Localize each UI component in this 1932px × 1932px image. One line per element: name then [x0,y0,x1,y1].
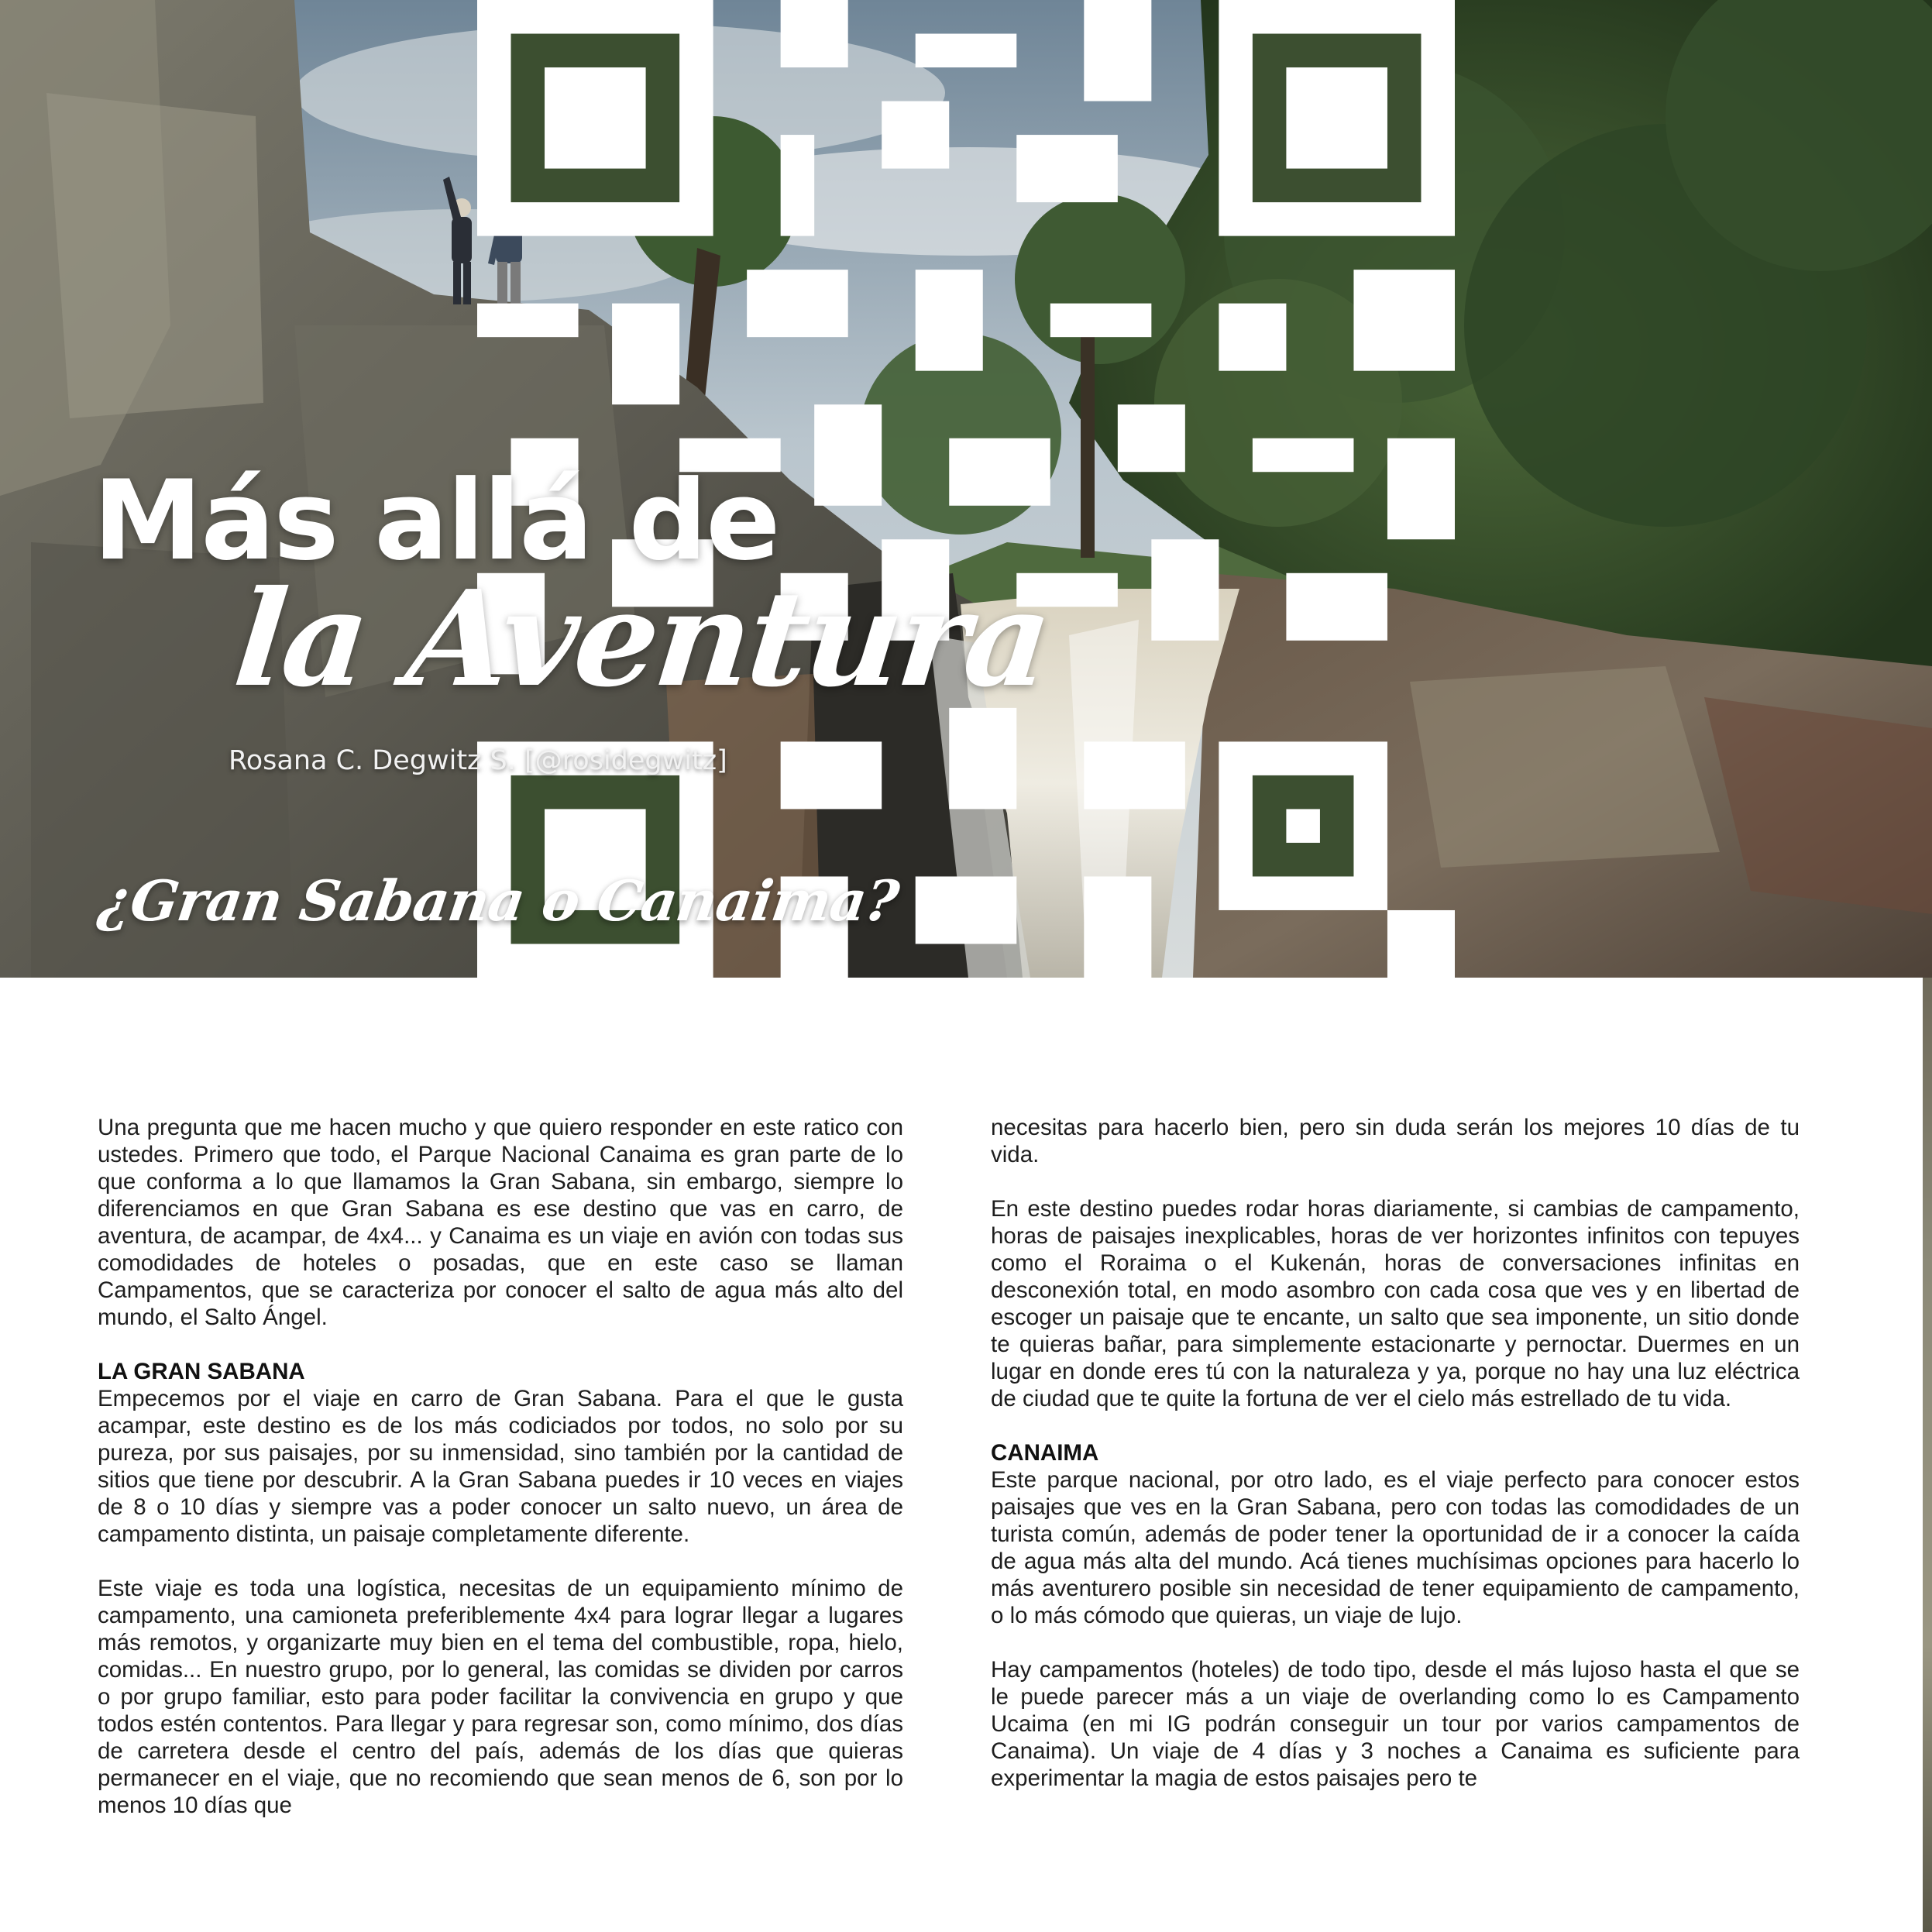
paragraph-gran-sabana-2: Este viaje es toda una logística, necesitas de un equipamiento mínimo de campamento, una camioneta preferiblemente 4x4 para lograr llegar a lugares más remotos, y organizarte muy bien en el tema del combustible, ropa, hielo, comidas... En nuestro grupo, por lo general, las comidas se dividen por carros o por grupo familiar, esto para poder facilitar la convivencia en grupo y que todos estén contentos. Para llegar y para regresar son, como mínimo, dos días de carretera desde el centro del país, además de los días que quieras permanecer en el viaje, que no recomiendo que sean menos de 6, son por lo menos 10 días que [98,1576,903,1818]
paragraph-canaima-2: Hay campamentos (hoteles) de todo tipo, desde el más lujoso hasta el que se le puede parecer más a un viaje de overlanding como lo es Campamento Ucaima (en mi IG podrán conseguir un tour por varios campamentos de Canaima). Un viaje de 4 días y 3 noches a Canaima es suficiente para experimentar la magia de estos paisajes pero te [991,1657,1800,1791]
article-title-script: la Aventura [228,562,1056,717]
page-edge-strip [1923,978,1932,1932]
article-title: Más allá de [93,457,779,585]
article-column-right [991,1114,1800,1792]
article-subtitle: ¿Gran Sabana o Canaima? [95,868,902,933]
article-column-left [98,1114,903,1819]
paragraph-destino: En este destino puedes rodar horas diariamente, si cambias de campamento, horas de paisajes inexplicables, horas de ver horizontes infinitos con tepuyes como el Roraima o el Kukenán, horas de conversaciones infinitas en desconexión total, en modo asombro con cada cosa que ves y en libertad de escoger un paisaje que te encante, un salto que sea imponente, un sitio donde te quieras bañar, para simplemente estacionarte y pernoctar. Duermes en un lugar en donde eres tú con la naturaleza y ya, porque no hay una luz eléctrica de ciudad que te quite la fortuna de ver el cielo más estrellado de tu vida. [991,1196,1800,1411]
section-heading-canaima: CANAIMA [991,1440,1099,1466]
author-credit: Rosana C. Degwitz S. [@rosidegwitz] [229,745,727,776]
paragraph-continued: necesitas para hacerlo bien, pero sin duda serán los mejores 10 días de tu vida. [991,1115,1800,1167]
paragraph-canaima-1: Este parque nacional, por otro lado, es el viaje perfecto para conocer estos paisajes que ves en la Gran Sabana, pero con todas las comodidades de un turista común, además de poder tener la oportunidad de ir a conocer la caída de agua más alta del mundo. Acá tienes muchísimas opciones para hacerlo lo más aventurero posible sin necesidad de tener equipamiento de campamento, o lo más cómodo que quieras, un viaje de lujo. [991,1467,1800,1628]
paragraph-intro: Una pregunta que me hacen mucho y que quiero responder en este ratico con ustedes. Primero que todo, el Parque Nacional Canaima es gran parte de lo que conforma a lo que llamamos la Gran Sabana, sin embargo, siempre lo diferenciamos en que Gran Sabana es ese destino que vas en carro, de aventura, de acampar, de 4x4... y Canaima es un viaje en avión con todas sus comodidades de hoteles o posadas, que en este caso se llaman Campamentos, que se caracteriza por conocer el salto de agua más alto del mundo, el Salto Ángel. [98,1115,903,1330]
section-heading-gran-sabana: LA GRAN SABANA [98,1359,305,1384]
paragraph-gran-sabana-1: Empecemos por el viaje en carro de Gran Sabana. Para el que le gusta acampar, este destino es de los más codiciados por todos, no solo por su pureza, por sus paisajes, por su inmensidad, sino también por la cantidad de sitios que tiene por descubrir. A la Gran Sabana puedes ir 10 veces en viajes de 8 o 10 días y siempre vas a poder conocer un salto nuevo, un área de campamento distinta, un paisaje completamente diferente. [98,1386,903,1547]
